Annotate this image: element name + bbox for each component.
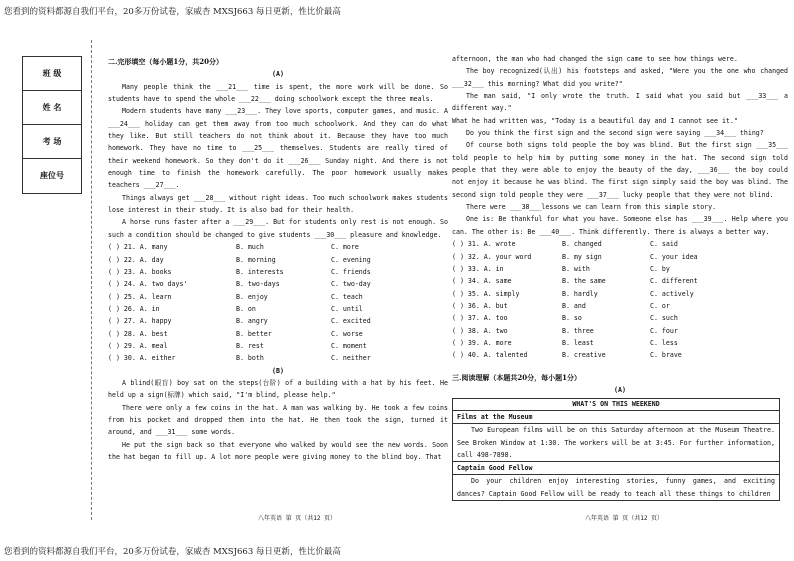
option-a: ( ) 23. A. books [108, 267, 172, 276]
option-c: C. worse [331, 329, 363, 338]
paragraph: The boy recognized(认出) his footsteps and asked, "Were you the one who changed ___32___ this morning? What did you write?" [452, 67, 788, 88]
option-row [108, 241, 448, 253]
option-a: ( ) 36. A. but [452, 301, 508, 310]
option-a: ( ) 38. A. two [452, 326, 508, 335]
option-a: ( ) 26. A. in [108, 304, 160, 313]
option-a: ( ) 25. A. learn [108, 292, 172, 301]
option-row [108, 352, 448, 364]
option-c: C. actively [650, 289, 694, 298]
box-title: WHAT'S ON THIS WEEKEND [453, 399, 779, 411]
option-row [452, 300, 788, 312]
option-row [452, 238, 788, 250]
option-c: C. moment [331, 341, 367, 350]
option-row [452, 312, 788, 324]
box-text-captain [453, 475, 779, 500]
option-c: C. evening [331, 255, 371, 264]
paragraph: afternoon, the man who had changed the sign came to see how things were. [452, 55, 738, 63]
student-info-table [22, 56, 82, 194]
option-a: ( ) 30. A. either [108, 354, 176, 363]
option-a: ( ) 40. A. talented [452, 351, 528, 360]
paragraph: One is: Be thankful for what you have. Someone else has ___39___. Help where you can. The other is: Be ___40___. Think differently. There is always a better way. [452, 215, 788, 236]
paragraph: There were only a few coins in the hat. A man was walking by. He took a few coins from his pocket and dropped them into the hat. He then took the sign, turned it around, and ___31___ some words. [108, 403, 448, 437]
page-footer-right: 八年英语 第 页（共12 页） [585, 515, 664, 522]
paragraph: Do you think the first sign and the second sign were saying ___34___ thing? [466, 129, 764, 138]
option-b: B. rest [236, 341, 264, 350]
option-row [452, 349, 788, 361]
option-c: C. more [331, 243, 359, 252]
right-column [452, 53, 788, 501]
option-c: C. neither [331, 354, 371, 363]
option-c: C. friends [331, 267, 371, 276]
option-a: ( ) 28. A. best [108, 329, 168, 338]
option-b: B. with [562, 264, 590, 273]
option-row [452, 325, 788, 337]
option-c: C. different [650, 277, 698, 286]
option-c: C. brave [650, 351, 682, 360]
option-a: ( ) 33. A. in [452, 264, 504, 273]
option-a: ( ) 21. A. many [108, 243, 168, 252]
option-b: B. enjoy [236, 292, 268, 301]
option-b: B. my sign [562, 252, 602, 261]
page-footer-left: 八年英语 第 页（共12 页） [258, 515, 337, 522]
option-c: C. two-day [331, 280, 371, 289]
name-label: 姓 名 [23, 91, 81, 125]
option-b: B. two-days [236, 280, 280, 289]
exam-room-label: 考 场 [23, 125, 81, 159]
bottom-watermark-banner: 您看到的资料都源自我们平台，20多万份试卷，家威杏 MXSJ663 每日更新，性比价最高 [4, 547, 341, 557]
paragraph: Modern students have many ___23___. They love sports, computer games, and music. A ___24___ holiday can get them away from too much schoolwork. And they can do what they like. But still teachers do not think about it. Because they have too much homework. They have no time to ___25___ themselves. Students are really tired of their weekend homework. So they don't do it ___26___ Sunday night. And there is not enough time to finish the homework carefully. The poor homework usually makes teachers ___27___. [108, 107, 448, 190]
option-b: B. least [562, 338, 594, 347]
option-a: ( ) 35. A. simply [452, 289, 520, 298]
option-b: B. the same [562, 277, 606, 286]
class-label: 班 级 [23, 57, 81, 91]
paragraph: Of course both signs told people the boy was blind. But the first sign ___35___ told people to help him by putting some money in the hat. The second sign told people that they were able to enjoy the beauty of the day, ___36___ the boy could not enjoy it because he was blind. The first sign simply said the boy was blind. The second sign told people they were ___37___ lucky people that they were not blind. [452, 141, 788, 199]
paragraph: The man said, "I only wrote the truth. I said what you said but ___33___ a different way." [452, 92, 788, 113]
option-b: B. and [562, 301, 586, 310]
paragraph: He put the sign back so that everyone who walked by would see the new words. Soon the hat began to fill up. A lot more people were giving money to the blind boy. That [108, 440, 448, 461]
option-c: C. your idea [650, 252, 698, 261]
passage-a-label: (A) [272, 70, 284, 79]
option-a: ( ) 27. A. happy [108, 317, 172, 326]
whats-on-box [452, 398, 780, 501]
option-a: ( ) 29. A. meal [108, 341, 168, 350]
option-row [108, 340, 448, 352]
reading-passage-a-label: (A) [614, 385, 626, 394]
option-c: C. until [331, 304, 363, 313]
paragraph: A horse runs faster after a ___29___. But for students only rest is not enough. So such a condition should be changed to give students ___30___ pleasure and knowledge. [108, 218, 448, 239]
top-watermark-banner: 您看到的资料都源自我们平台，20多万份试卷，家威杏 MXSJ663 每日更新，性比价最高 [4, 7, 341, 17]
option-c: C. four [650, 326, 678, 335]
option-b: B. on [236, 304, 256, 313]
left-column [108, 56, 448, 463]
box-subtitle-captain: Captain Good Fellow [453, 462, 779, 475]
option-b: B. hardly [562, 289, 598, 298]
box-text-films [453, 424, 779, 462]
option-c: C. or [650, 301, 670, 310]
option-a: ( ) 31. A. wrote [452, 240, 516, 249]
options-a-list [108, 241, 448, 364]
passage-b-label: (B) [272, 366, 284, 375]
option-b: B. creative [562, 351, 606, 360]
option-a: ( ) 32. A. your word [452, 252, 532, 261]
option-b: B. interests [236, 267, 284, 276]
option-c: C. less [650, 338, 678, 347]
option-row [108, 328, 448, 340]
option-a: ( ) 34. A. same [452, 277, 512, 286]
option-row [108, 303, 448, 315]
option-c: C. teach [331, 292, 363, 301]
option-a: ( ) 39. A. more [452, 338, 512, 347]
option-b: B. both [236, 354, 264, 363]
paragraph: There were ___38___lessons we can learn from this simple story. [466, 203, 717, 212]
cloze-section-title: 二.完形填空（每小题1分，共20分） [108, 57, 224, 66]
option-c: C. such [650, 314, 678, 323]
option-row [108, 291, 448, 303]
paragraph: Many people think the ___21___ time is spent, the more work will be done. So students have to spend the whole ___22___ doing schoolwork except the three meals. [108, 82, 448, 104]
option-row [108, 254, 448, 266]
binding-line [91, 40, 92, 520]
paragraph: What he had written was, "Today is a beautiful day and I cannot see it." [452, 116, 738, 125]
box-subtitle-films: Films at the Museum [453, 411, 779, 424]
option-row [108, 278, 448, 290]
option-a: ( ) 22. A. day [108, 255, 164, 264]
option-b: B. morning [236, 255, 276, 264]
option-a: ( ) 24. A. two days' [108, 280, 188, 289]
option-c: C. by [650, 264, 670, 273]
option-c: C. excited [331, 317, 371, 326]
reading-section-title: 三.阅读理解（本题共20分，每小题1分） [452, 372, 582, 382]
option-b: B. so [562, 314, 582, 323]
option-row [452, 288, 788, 300]
option-c: C. said [650, 240, 678, 249]
captain-text: Do your children enjoy interesting stories, funny games, and exciting dances? Captain Good Fellow will be ready to teach all these things to children [457, 477, 775, 498]
films-text: Two European films will be on this Saturday afternoon at the Museum Theatre. See Broken Window at 1:30. The workers will be at 3:45. For further information, call 498-7898. [457, 426, 775, 459]
option-a: ( ) 37. A. too [452, 314, 508, 323]
option-b: B. better [236, 329, 272, 338]
option-row [452, 251, 788, 263]
options-b-list [452, 238, 788, 361]
option-b: B. much [236, 243, 264, 252]
option-b: B. three [562, 326, 594, 335]
seat-number-label: 座位号 [40, 170, 64, 180]
paragraph: Things always get ___28___ without right ideas. Too much schoolwork makes students lose interest in their study. It is also bad for their health. [108, 193, 448, 215]
option-row [108, 315, 448, 327]
option-b: B. changed [562, 240, 602, 249]
option-row [452, 275, 788, 287]
option-row [108, 266, 448, 278]
option-row [452, 263, 788, 275]
option-b: B. angry [236, 317, 268, 326]
paragraph: A blind(眼盲) boy sat on the steps(台阶) of a building with a hat by his feet. He held up a sign(标牌) which said, "I'm blind, please help." [108, 378, 448, 400]
option-row [452, 337, 788, 349]
